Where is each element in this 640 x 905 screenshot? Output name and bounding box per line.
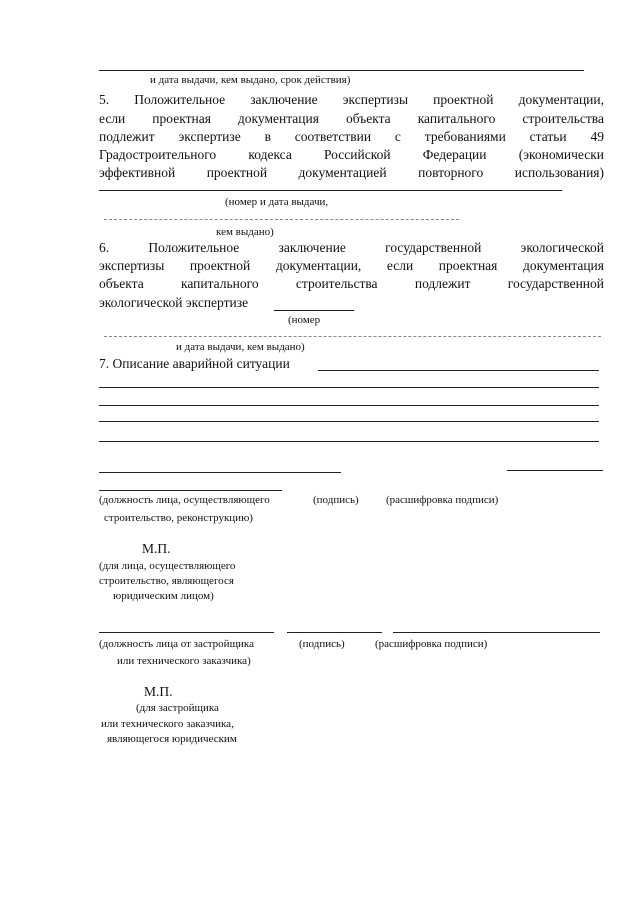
item5-line-2: если проектная документация объекта капитального строительства (99, 111, 604, 126)
item6-caption-1: (номер (288, 314, 321, 326)
sign2-position-caption-1: (должность лица от застройщика (99, 638, 254, 650)
item7-line-4[interactable] (99, 441, 599, 442)
item5-caption-2: кем выдано) (216, 226, 274, 238)
item6-line-1: 6. Положительное заключение государственной экологической (99, 240, 604, 255)
item6-caption-2: и дата выдачи, кем выдано) (176, 341, 305, 353)
item6-line-2: экспертизы проектной документации, если проектная документация (99, 258, 604, 273)
sign1-stamp-note-3: юридическим лицом) (113, 590, 214, 602)
sign1-stamp-note-1: (для лица, осуществляющего (99, 560, 236, 572)
item7-line-6[interactable] (507, 470, 603, 471)
item6-last-line: экологической экспертизе (99, 295, 249, 310)
sign1-signature-caption: (подпись) (313, 494, 359, 506)
item6-field-line (104, 336, 601, 337)
item5-line-5: эффективной проектной документацией повторного использования) (99, 165, 604, 180)
item5-line-3: подлежит экспертизе в соответствии с требованиями статьи 49 (99, 129, 604, 144)
item6-number-line (274, 310, 354, 311)
sign1-stamp: М.П. (142, 541, 171, 556)
sign2-position-line[interactable] (99, 632, 274, 633)
sign1-decode-caption: (расшифровка подписи) (386, 494, 499, 506)
item6-line-3: объекта капитального строительства подлежит государственной (99, 276, 604, 291)
item7-line-3[interactable] (99, 421, 599, 422)
item7-line-1[interactable] (99, 387, 599, 388)
sign2-stamp: М.П. (144, 684, 173, 699)
top-field-caption: и дата выдачи, кем выдано, срок действия) (150, 74, 351, 86)
item5-field-line-2 (104, 219, 459, 220)
item7-line-2[interactable] (99, 405, 599, 406)
sign1-position-caption-1: (должность лица, осуществляющего (99, 494, 270, 506)
sign1-position-line[interactable] (99, 490, 282, 491)
item5-line-4: Градостроительного кодекса Российской Федерации (экономически (99, 147, 604, 162)
sign2-signature-line[interactable] (287, 632, 382, 633)
item5-field-line (99, 190, 562, 191)
sign1-stamp-note-2: строительство, являющегося (99, 575, 234, 587)
sign2-decode-caption: (расшифровка подписи) (375, 638, 488, 650)
sign2-position-caption-2: или технического заказчика) (117, 655, 251, 667)
sign2-stamp-note-1: (для застройщика (136, 702, 219, 714)
sign2-stamp-note-3: являющегося юридическим (107, 733, 237, 745)
item7-line-5[interactable] (99, 472, 341, 473)
item7-label: 7. Описание аварийной ситуации (99, 356, 290, 371)
sign2-decode-line[interactable] (393, 632, 600, 633)
sign2-stamp-note-2: или технического заказчика, (101, 718, 234, 730)
sign2-signature-caption: (подпись) (299, 638, 345, 650)
sign1-position-caption-2: строительство, реконструкцию) (104, 512, 253, 524)
item5-caption-1: (номер и дата выдачи, (225, 196, 329, 208)
item7-line-0[interactable] (318, 370, 599, 371)
item5-line-1: 5. Положительное заключение экспертизы проектной документации, (99, 92, 604, 107)
top-field-line (99, 70, 584, 71)
